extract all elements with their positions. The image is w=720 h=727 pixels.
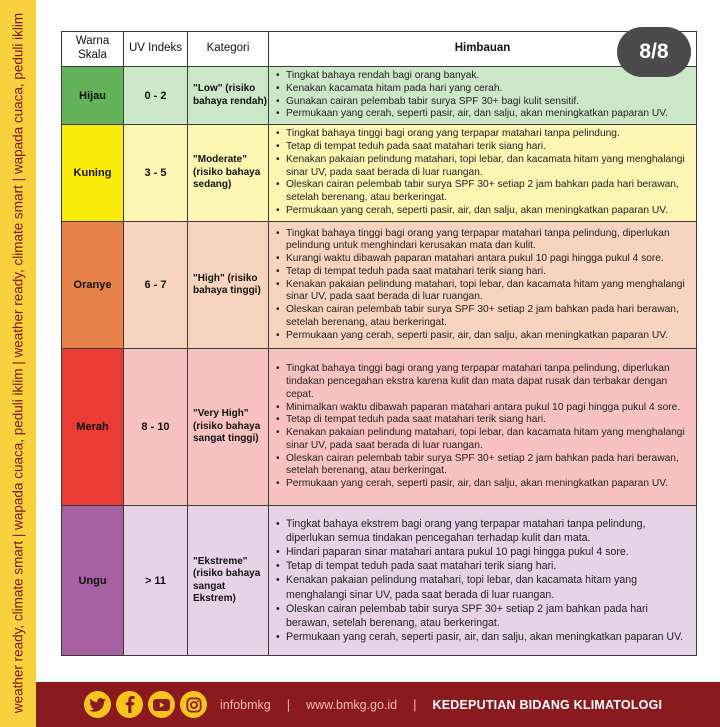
- uv-index-range: 6 - 7: [124, 222, 188, 349]
- uv-index-range: 0 - 2: [124, 67, 188, 125]
- color-scale-name: Kuning: [62, 125, 124, 222]
- uv-row-oranye: [62, 222, 697, 349]
- risk-category: "High" (risiko bahaya tinggi): [188, 222, 269, 349]
- uv-row-ungu: [62, 506, 697, 656]
- advice-list: [276, 128, 690, 217]
- advice-item: • Gunakan cairan pelembab tabir surya SPF 30+ bagi kulit sensitif.: [276, 96, 690, 109]
- side-banner-text: weather ready, climate smart | wapada cuaca, peduli iklim | weather ready, climate smart | wapada cuaca, peduli iklim: [10, 12, 26, 714]
- youtube-icon[interactable]: [148, 691, 175, 718]
- advice-item: • Tingkat bahaya rendah bagi orang banyak.: [276, 70, 690, 83]
- advice-item: • Kurangi waktu dibawah paparan matahari antara pukul 10 pagi hingga pukul 4 sore.: [276, 253, 690, 266]
- advice-cell: [269, 222, 697, 349]
- advice-item: • Kenakan pakaian pelindung matahari, topi lebar, dan kacamata hitam yang menghalangi sinar UV, pada saat berada di luar ruangan.: [276, 154, 690, 180]
- advice-cell: [269, 506, 697, 656]
- uv-row-merah: [62, 349, 697, 506]
- risk-category: "Very High" (risiko bahaya sangat tinggi): [188, 349, 269, 506]
- advice-item: • Kenakan pakaian pelindung matahari, topi lebar, dan kacamata hitam yang menghalangi sinar UV, pada saat berada di luar ruangan.: [276, 573, 690, 601]
- uv-index-range: 3 - 5: [124, 125, 188, 222]
- uv-index-table: [61, 31, 697, 656]
- advice-item: • Permukaan yang cerah, seperti pasir, air, dan salju, akan meningkatkan paparan UV.: [276, 330, 690, 343]
- advice-item: • Oleskan cairan pelembab tabir surya SPF 30+ setiap 2 jam bahkan pada hari berawan, setelah berenang, atau berkeringat.: [276, 304, 690, 330]
- twitter-icon[interactable]: [84, 691, 111, 718]
- side-banner: [0, 0, 36, 727]
- advice-item: • Kenakan pakaian pelindung matahari, topi lebar, dan kacamata hitam yang menghalangi sinar UV, pada saat berada di luar ruangan.: [276, 279, 690, 305]
- color-scale-name: Merah: [62, 349, 124, 506]
- advice-item: • Kenakan pakaian pelindung matahari, topi lebar, dan kacamata hitam yang menghalangi sinar UV, pada saat berada di luar ruangan.: [276, 427, 690, 453]
- footer-bar: [36, 682, 720, 727]
- color-scale-name: Oranye: [62, 222, 124, 349]
- page-indicator-badge: 8/8: [617, 27, 691, 77]
- advice-item: • Tingkat bahaya ekstrem bagi orang yang terpapar matahari tanpa pelindung, diperlukan semua tindakan pencegahan terhadap kulit dan mata.: [276, 517, 690, 545]
- uv-index-range: 8 - 10: [124, 349, 188, 506]
- advice-item: • Kenakan kacamata hitam pada hari yang cerah.: [276, 83, 690, 96]
- footer-social-handle[interactable]: infobmkg: [220, 697, 271, 712]
- advice-item: • Hindari paparan sinar matahari antara pukul 10 pagi hingga pukul 4 sore.: [276, 545, 690, 559]
- risk-category: "Low" (risiko bahaya rendah): [188, 67, 269, 125]
- advice-list: [276, 228, 690, 343]
- advice-item: • Tetap di tempat teduh pada saat matahari terik siang hari.: [276, 414, 690, 427]
- uv-row-kuning: [62, 125, 697, 222]
- color-scale-name: Hijau: [62, 67, 124, 125]
- risk-category: "Moderate" (risiko bahaya sedang): [188, 125, 269, 222]
- advice-item: • Tetap di tempat teduh pada saat matahari terik siang hari.: [276, 266, 690, 279]
- advice-item: • Minimalkan waktu dibawah paparan matahari antara pukul 10 pagi hingga pukul 4 sore.: [276, 402, 690, 415]
- advice-item: • Permukaan yang cerah, seperti pasir, air, dan salju, akan meningkatkan paparan UV.: [276, 630, 690, 644]
- advice-item: • Oleskan cairan pelembab tabir surya SPF 30+ setiap 2 jam bahkan pada hari berawan, setelah berenang, atau berkeringat.: [276, 602, 690, 630]
- advice-item: • Tingkat bahaya tinggi bagi orang yang terpapar matahari tanpa pelindung, diperlukan pelindung untuk menghindari kerusakan mata dan kulit.: [276, 228, 690, 254]
- color-scale-name: Ungu: [62, 506, 124, 656]
- uv-row-hijau: [62, 67, 697, 125]
- advice-item: • Tingkat bahaya tinggi bagi orang yang terpapar matahari tanpa pelindung, diperlukan tindakan pencegahan ekstra karena kulit dan mata dapat rusak dan terbakar dengan cepat.: [276, 363, 690, 401]
- advice-item: • Tingkat bahaya tinggi bagi orang yang terpapar matahari tanpa pelindung.: [276, 128, 690, 141]
- advice-item: • Tetap di tempat teduh pada saat matahari terik siang hari.: [276, 141, 690, 154]
- header-kategori: Kategori: [188, 32, 269, 67]
- advice-list: [276, 363, 690, 491]
- advice-cell: [269, 125, 697, 222]
- advice-list: [276, 70, 690, 121]
- advice-item: • Oleskan cairan pelembab tabir surya SPF 30+ setiap 2 jam bahkan pada hari berawan, setelah berenang, atau berkeringat.: [276, 179, 690, 205]
- advice-item: • Permukaan yang cerah, seperti pasir, air, dan salju, akan meningkatkan paparan UV.: [276, 478, 690, 491]
- advice-item: • Permukaan yang cerah, seperti pasir, air, dan salju, akan meningkatkan paparan UV.: [276, 108, 690, 121]
- risk-category: "Ekstreme" (risiko bahaya sangat Ekstrem): [188, 506, 269, 656]
- footer-organization: KEDEPUTIAN BIDANG KLIMATOLOGI: [432, 697, 663, 712]
- header-warna-skala: Warna Skala: [62, 32, 124, 67]
- advice-cell: [269, 349, 697, 506]
- advice-item: • Oleskan cairan pelembab tabir surya SPF 30+ setiap 2 jam bahkan pada hari berawan, setelah berenang, atau berkeringat.: [276, 453, 690, 479]
- header-himbauan: Himbauan: [269, 32, 697, 67]
- advice-list: [276, 517, 690, 644]
- facebook-icon[interactable]: [116, 691, 143, 718]
- advice-item: • Tetap di tempat teduh pada saat matahari terik siang hari.: [276, 559, 690, 573]
- footer-separator: |: [286, 697, 291, 712]
- advice-item: • Permukaan yang cerah, seperti pasir, air, dan salju, akan meningkatkan paparan UV.: [276, 205, 690, 218]
- instagram-icon[interactable]: [180, 691, 207, 718]
- header-uv-indeks: UV Indeks: [124, 32, 188, 67]
- footer-separator: |: [413, 697, 417, 712]
- footer-website-link[interactable]: www.bmkg.go.id: [306, 697, 398, 712]
- uv-index-range: > 11: [124, 506, 188, 656]
